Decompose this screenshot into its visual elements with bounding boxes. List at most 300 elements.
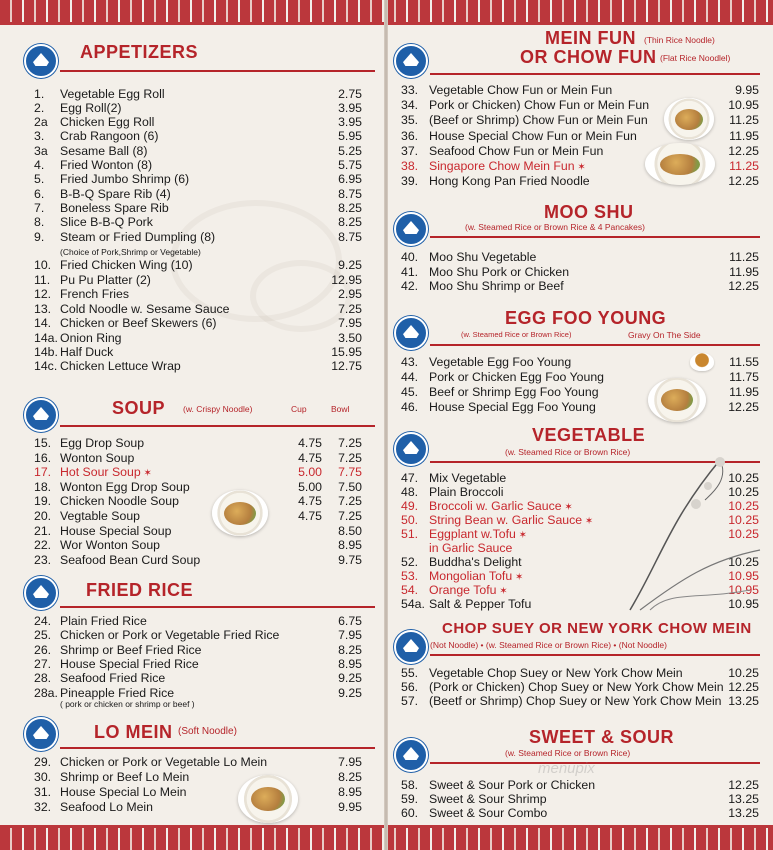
item-name: Seafood Chow Fun or Mein Fun	[429, 143, 604, 158]
item-price: 10.25	[728, 527, 759, 541]
egg-foo-young-underline	[430, 344, 760, 346]
item-name: Hong Kong Pan Fried Noodle	[429, 174, 590, 189]
item-name: (Beef or Shrimp) Chow Fun or Mein Fun	[429, 113, 648, 128]
menu-item	[34, 643, 362, 657]
item-price: 6.95	[338, 172, 362, 186]
item-price: 2.75	[338, 87, 362, 101]
item-number: 25.	[34, 628, 52, 643]
item-name: Hot Sour Soup ✶	[60, 465, 152, 480]
item-name: House Special Soup	[60, 523, 172, 538]
item-price: 8.25	[338, 770, 362, 784]
chow-fun-photo	[664, 98, 714, 140]
lo-mein-note: (Soft Noodle)	[178, 726, 237, 737]
appetizers-underline	[60, 70, 375, 72]
item-name: in Garlic Sauce	[429, 541, 513, 555]
item-price: 8.95	[338, 785, 362, 799]
chili-pepper-icon: ✶	[496, 586, 508, 597]
menu-item	[34, 359, 362, 373]
item-name: Onion Ring	[60, 331, 122, 345]
item-number: 34.	[401, 98, 419, 113]
item-name: Shrimp or Beef Fried Rice	[60, 642, 202, 657]
item-name: Moo Shu Shrimp or Beef	[429, 279, 564, 294]
item-price: 10.25	[728, 555, 759, 569]
menu-item	[34, 436, 362, 450]
item-name: Cold Noodle w. Sesame Sauce	[60, 302, 230, 316]
item-price: 15.95	[331, 345, 362, 359]
item-price: 10.25	[728, 666, 759, 680]
item-name: Vegetable Chop Suey or New York Chow Mein	[429, 666, 683, 680]
item-price: 11.75	[729, 370, 759, 384]
item-number: 22.	[34, 538, 52, 553]
item-number: 59.	[401, 792, 419, 807]
item-name: Pineapple Fried Rice	[60, 685, 175, 700]
item-number: 29.	[34, 755, 52, 769]
item-number: 57.	[401, 694, 419, 709]
menu-item	[34, 172, 362, 186]
item-price: 7.95	[338, 628, 362, 643]
menu-item	[34, 800, 362, 814]
moo-shu-underline	[430, 236, 760, 238]
item-name: Moo Shu Pork or Chicken	[429, 264, 570, 279]
menu-item	[401, 250, 759, 264]
item-price: 9.95	[338, 800, 362, 814]
item-name: House Special Fried Rice	[60, 656, 199, 671]
singapore-noodle-photo	[645, 143, 715, 185]
item-number: 7.	[34, 201, 45, 215]
item-name: Pork or Chicken Egg Foo Young	[429, 370, 605, 384]
moo-shu-note: (w. Steamed Rice or Brown Rice & 4 Pancakes)	[465, 222, 645, 232]
gravy-note: Gravy On The Side	[628, 330, 701, 340]
item-price: 7.25	[338, 302, 362, 316]
menu-item	[401, 279, 759, 293]
item-price: 10.95	[728, 597, 759, 611]
item-number: 18.	[34, 479, 52, 494]
fried-rice-underline	[60, 606, 375, 608]
item-name: Mongolian Tofu ✶	[429, 569, 524, 583]
item-name: Steam or Fried Dumpling (8)	[60, 230, 216, 244]
item-price: 8.75	[338, 187, 362, 201]
item-price: 11.25	[729, 159, 759, 173]
item-name: House Special Chow Fun or Mein Fun	[429, 128, 637, 143]
item-price: 8.75	[338, 230, 362, 244]
menu-item	[34, 129, 362, 143]
sweet-sour-underline	[430, 762, 760, 764]
menu-item	[34, 258, 362, 272]
mei-fun-title: MEIN FUN	[545, 28, 636, 48]
soup-underline	[60, 425, 375, 427]
menu-item	[401, 680, 759, 694]
item-price: 10.25	[728, 485, 759, 499]
menu-item	[34, 144, 362, 158]
item-price: 3.50	[338, 331, 362, 345]
cup-price: 4.75	[298, 494, 322, 509]
item-name: Chicken Noodle Soup	[60, 494, 179, 509]
item-number: 3.	[34, 129, 45, 143]
item-price: 11.95	[729, 264, 759, 279]
item-number: 38.	[401, 159, 419, 173]
item-name: Plain Fried Rice	[60, 614, 147, 628]
item-name: Shrimp or Beef Lo Mein	[60, 770, 190, 784]
item-number: 27.	[34, 656, 52, 671]
item-price: 7.95	[338, 316, 362, 330]
item-name: Crab Rangoon (6)	[60, 129, 159, 143]
item-price: 12.95	[331, 273, 362, 287]
item-number: 42.	[401, 279, 419, 294]
item-price: 11.95	[729, 128, 759, 143]
item-number: 41.	[401, 264, 419, 279]
junk-boat-icon	[24, 576, 58, 610]
chop-suey-underline	[430, 654, 760, 656]
item-price: 3.95	[338, 115, 362, 129]
cup-price: 4.75	[298, 509, 322, 523]
menu-item	[401, 792, 759, 806]
watermark: menupix	[538, 760, 595, 777]
item-price: 9.95	[735, 83, 759, 97]
menu-item	[34, 287, 362, 301]
item-number: 14c.	[34, 359, 58, 373]
item-price: 10.25	[728, 471, 759, 485]
item-name: Fried Chicken Wing (10)	[60, 258, 193, 272]
menu-item	[34, 101, 362, 115]
item-number: 26.	[34, 642, 52, 657]
junk-boat-icon	[394, 630, 428, 664]
item-name: Chicken Lettuce Wrap	[60, 359, 181, 373]
item-number: 19.	[34, 494, 52, 509]
menu-item	[34, 345, 362, 359]
menu-item	[34, 331, 362, 345]
item-number: 11.	[34, 273, 51, 287]
item-price: 5.95	[338, 129, 362, 143]
moo-shu-title: MOO SHU	[544, 202, 634, 222]
item-price: 13.25	[728, 694, 759, 709]
chili-pepper-icon: ✶	[512, 572, 524, 583]
menu-item	[401, 265, 759, 279]
item-number: 12.	[34, 287, 52, 301]
egg-foo-young-photo	[648, 378, 706, 422]
item-price: 12.25	[728, 143, 759, 158]
item-number: 54a.	[401, 597, 425, 611]
item-number: 58.	[401, 778, 419, 792]
item-price: 11.25	[729, 250, 759, 264]
menu-item	[401, 370, 759, 384]
chili-pepper-icon: ✶	[574, 162, 586, 173]
item-name: Slice B-B-Q Pork	[60, 215, 153, 229]
menu-item	[34, 553, 362, 567]
item-number: 9.	[34, 230, 45, 244]
page-fold	[384, 0, 388, 850]
menu-item	[34, 87, 362, 101]
item-name: Orange Tofu ✶	[429, 583, 508, 597]
item-name: Egg Drop Soup	[60, 436, 145, 450]
item-name: Pu Pu Platter (2)	[60, 273, 151, 287]
item-number: 10.	[34, 258, 52, 272]
lo-mein-underline	[60, 747, 375, 749]
chili-pepper-icon: ✶	[582, 516, 594, 527]
menu-item	[34, 158, 362, 172]
bowl-price: 9.75	[338, 552, 362, 567]
item-price: 12.75	[331, 359, 362, 373]
item-name: Vegetable Chow Fun or Mein Fun	[429, 83, 613, 97]
pineapple-note: ( pork or chicken or shrimp or beef )	[60, 699, 195, 709]
item-name: Buddha's Delight	[429, 555, 522, 569]
item-price: 8.25	[338, 642, 362, 657]
item-name: String Bean w. Garlic Sauce ✶	[429, 513, 594, 527]
item-price: 10.25	[728, 513, 759, 527]
item-number: 35.	[401, 113, 419, 128]
item-number: 13.	[34, 302, 52, 316]
chow-fun-note: (Flat Rice Noodlel)	[660, 53, 731, 63]
item-price: 9.25	[338, 671, 362, 686]
item-number: 50.	[401, 513, 419, 527]
item-name: Seafood Bean Curd Soup	[60, 552, 201, 567]
menu-item	[34, 770, 362, 784]
item-name: Wonton Soup	[60, 450, 135, 465]
item-number: 3a	[34, 144, 48, 158]
item-name: Salt & Pepper Tofu	[429, 597, 532, 611]
junk-boat-icon	[24, 717, 58, 751]
bowl-price: 8.95	[338, 538, 362, 553]
item-number: 23.	[34, 552, 52, 567]
orchid-illustration	[610, 440, 770, 620]
item-name: Half Duck	[60, 345, 114, 359]
menu-item	[401, 694, 759, 708]
menu-item	[401, 83, 759, 97]
chop-suey-title: CHOP SUEY OR NEW YORK CHOW MEIN	[442, 620, 752, 637]
item-name: Broccoli w. Garlic Sauce ✶	[429, 499, 573, 513]
item-price: 12.25	[728, 279, 759, 294]
item-price: 10.25	[728, 499, 759, 513]
item-number: 36.	[401, 128, 419, 143]
item-number: 14a.	[34, 331, 58, 345]
junk-boat-icon	[24, 398, 58, 432]
item-name: Fried Wonton (8)	[60, 158, 153, 172]
bowl-price: 7.50	[338, 479, 362, 494]
item-name: Sweet & Sour Combo	[429, 806, 548, 821]
item-number: 56.	[401, 680, 419, 695]
chili-pepper-icon: ✶	[561, 502, 573, 513]
item-name: Plain Broccoli	[429, 485, 504, 499]
lo-mein-photo	[238, 775, 298, 823]
menu-item	[34, 480, 362, 494]
chow-fun-title: OR CHOW FUN	[520, 47, 657, 67]
menu-item	[34, 686, 362, 700]
item-number: 17.	[34, 465, 52, 480]
item-price: 8.95	[338, 656, 362, 671]
item-price: 9.25	[338, 685, 362, 700]
item-name: Boneless Spare Rib	[60, 201, 169, 215]
item-name: Sweet & Sour Shrimp	[429, 792, 547, 807]
item-price: 2.95	[338, 287, 362, 301]
item-price: 5.75	[338, 158, 362, 172]
item-name: Wor Wonton Soup	[60, 538, 161, 553]
item-name: Singapore Chow Mein Fun ✶	[429, 159, 586, 173]
bowl-price: 7.25	[338, 436, 362, 450]
item-name: Chicken Egg Roll	[60, 115, 155, 129]
item-name: Egg Roll(2)	[60, 101, 122, 115]
item-name: (Beetf or Shrimp) Chop Suey or New York Chow Mein	[429, 694, 722, 709]
vegetable-title: VEGETABLE	[532, 425, 646, 445]
item-price: 12.25	[728, 778, 759, 792]
menu-item	[34, 187, 362, 201]
item-price: 6.75	[338, 614, 362, 628]
item-name: Fried Jumbo Shrimp (6)	[60, 172, 190, 186]
soup-note: (w. Crispy Noodle)	[183, 404, 253, 414]
chili-pepper-icon: ✶	[515, 530, 527, 541]
bowl-price: 7.25	[338, 450, 362, 465]
menu-item	[34, 755, 362, 769]
menu-item	[34, 524, 362, 538]
item-number: 37.	[401, 143, 419, 158]
item-number: 47.	[401, 471, 419, 485]
lo-mein-title: LO MEIN	[94, 722, 173, 742]
item-name: Seafood Lo Mein	[60, 800, 153, 814]
menu-item	[34, 215, 362, 229]
item-number: 49.	[401, 499, 419, 513]
item-name: House Special Lo Mein	[60, 785, 187, 799]
item-number: 5.	[34, 172, 45, 186]
item-price: 10.95	[728, 583, 759, 597]
egg-foo-young-title: EGG FOO YOUNG	[505, 308, 667, 328]
item-name: French Fries	[60, 287, 130, 301]
menu-item	[34, 509, 362, 523]
item-number: 39.	[401, 174, 419, 189]
item-number: 44.	[401, 370, 419, 384]
item-number: 2.	[34, 101, 45, 115]
soup-title: SOUP	[112, 398, 166, 418]
item-name: Wonton Egg Drop Soup	[60, 479, 190, 494]
menu-item	[401, 778, 759, 792]
junk-boat-icon	[394, 432, 428, 466]
menu-item	[34, 230, 362, 244]
item-name: Chicken or Pork or Vegetable Fried Rice	[60, 628, 280, 643]
item-number: 51.	[401, 527, 419, 541]
chili-pepper-icon: ✶	[140, 468, 152, 480]
item-name: B-B-Q Spare Rib (4)	[60, 187, 171, 201]
item-name: Vegetable Egg Roll	[60, 87, 165, 101]
item-number: 43.	[401, 355, 419, 369]
junk-boat-icon	[394, 44, 428, 78]
item-number: 20.	[34, 509, 52, 523]
bowl-price: 7.25	[338, 494, 362, 509]
item-number: 28.	[34, 671, 52, 686]
item-name: Chicken or Beef Skewers (6)	[60, 316, 217, 330]
item-name: Pork or Chicken) Chow Fun or Mein Fun	[429, 98, 650, 113]
item-number: 40.	[401, 250, 419, 264]
item-price: 13.25	[728, 792, 759, 807]
egg-foo-young-note: (w. Steamed Rice or Brown Rice)	[461, 330, 572, 339]
item-price: 11.55	[729, 355, 759, 369]
junk-boat-icon	[394, 212, 428, 246]
item-price: 11.95	[729, 385, 759, 399]
junk-boat-icon	[24, 44, 58, 78]
item-price: 10.95	[728, 569, 759, 583]
item-price: 3.95	[338, 101, 362, 115]
junk-boat-icon	[394, 738, 428, 772]
item-number: 8.	[34, 215, 45, 229]
item-number: 15.	[34, 436, 52, 450]
item-number: 1.	[34, 87, 45, 101]
item-number: 52.	[401, 555, 419, 569]
item-price: 5.25	[338, 144, 362, 158]
item-price: 7.95	[338, 755, 362, 769]
item-number: 33.	[401, 83, 419, 97]
dumpling-note: (Choice of Pork,Shrimp or Vegetable)	[60, 247, 201, 257]
item-name: House Special Egg Foo Young	[429, 400, 596, 414]
item-name: Seafood Fried Rice	[60, 671, 166, 686]
menu-item	[34, 465, 362, 479]
mei-fun-underline	[430, 73, 760, 75]
item-number: 31.	[34, 785, 52, 799]
bowl-price: 7.75	[338, 465, 362, 480]
bowl-header: Bowl	[331, 404, 350, 414]
item-name: Mix Vegetable	[429, 471, 507, 485]
item-number: 60.	[401, 806, 419, 821]
item-number: 2a	[34, 115, 48, 129]
cup-header: Cup	[291, 404, 307, 414]
item-number: 28a.	[34, 685, 58, 700]
item-number: 30.	[34, 770, 52, 784]
soup-photo	[212, 490, 268, 536]
sweet-sour-title: SWEET & SOUR	[529, 727, 675, 747]
cup-price: 5.00	[298, 465, 322, 480]
menu-item	[34, 273, 362, 287]
appetizers-title: APPETIZERS	[80, 42, 199, 62]
menu-item	[34, 316, 362, 330]
item-price: 8.25	[338, 201, 362, 215]
item-price: 11.25	[729, 113, 759, 128]
menu-item	[401, 666, 759, 680]
menu-item	[34, 201, 362, 215]
cup-price: 5.00	[298, 479, 322, 494]
sweet-sour-note: (w. Steamed Rice or Brown Rice)	[505, 748, 631, 758]
item-name: Vegetable Egg Foo Young	[429, 355, 572, 369]
menu-item	[34, 671, 362, 685]
item-name: Sesame Ball (8)	[60, 144, 148, 158]
bowl-price: 8.50	[338, 523, 362, 538]
item-price: 12.25	[728, 680, 759, 695]
menu-item	[34, 538, 362, 552]
vegetable-note: (w. Steamed Rice or Brown Rice)	[505, 447, 631, 457]
fried-rice-title: FRIED RICE	[86, 580, 194, 600]
item-number: 53.	[401, 569, 419, 583]
item-price: 8.25	[338, 215, 362, 229]
item-number: 24.	[34, 614, 52, 628]
mei-fun-note: (Thin Rice Noodle)	[644, 35, 715, 45]
item-number: 55.	[401, 666, 419, 680]
menu-item	[34, 115, 362, 129]
item-price: 12.25	[728, 174, 759, 189]
item-number: 14b.	[34, 345, 58, 359]
item-number: 21.	[34, 523, 52, 538]
item-name: Vegtable Soup	[60, 509, 141, 523]
item-number: 45.	[401, 385, 419, 399]
junk-boat-icon	[394, 316, 428, 350]
item-number: 48.	[401, 485, 419, 499]
item-name: Chicken or Pork or Vegetable Lo Mein	[60, 755, 268, 769]
item-price: 9.25	[338, 258, 362, 272]
menu-item	[401, 806, 759, 820]
menu-item	[34, 302, 362, 316]
menu-item	[34, 657, 362, 671]
item-number: 4.	[34, 158, 45, 172]
bowl-price: 7.25	[338, 509, 362, 523]
item-price: 12.25	[728, 400, 759, 414]
item-name: Moo Shu Vegetable	[429, 250, 537, 264]
item-number: 46.	[401, 400, 419, 414]
item-name: (Pork or Chicken) Chop Suey or New York Chow Mein	[429, 680, 724, 695]
item-price: 10.95	[728, 98, 759, 113]
cup-price: 4.75	[298, 450, 322, 465]
